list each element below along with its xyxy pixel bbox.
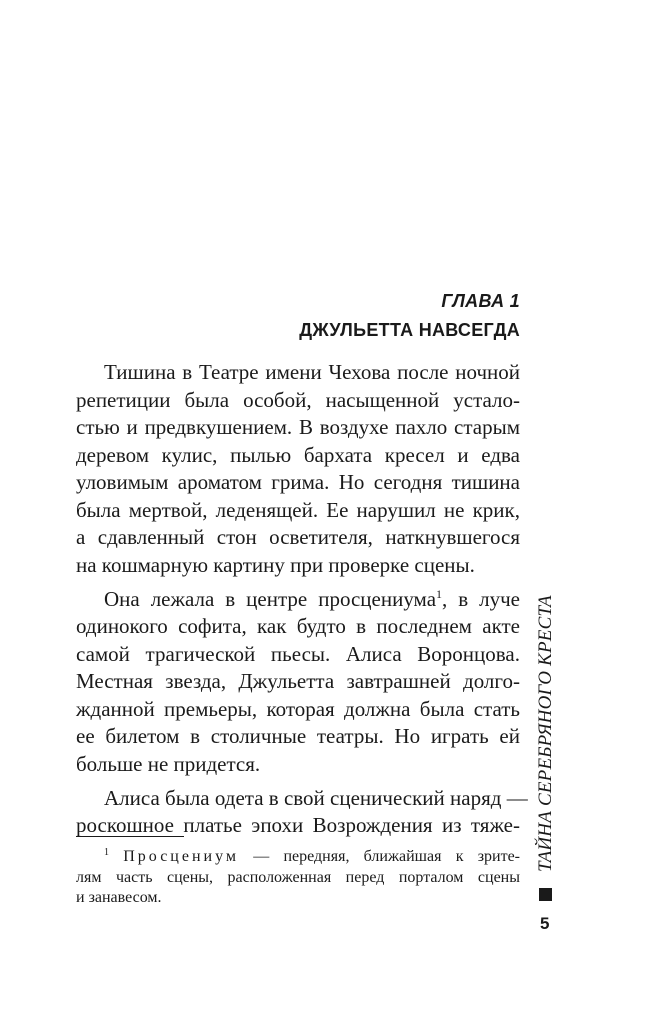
page-number: 5 [540, 914, 550, 933]
text-line: ее билетом в столичные театры. Но играть ей [76, 724, 520, 748]
text-line: а сдавленный стон осветителя, наткнувшегося [76, 525, 520, 549]
footnote [76, 847, 520, 909]
paragraph-1 [76, 359, 520, 579]
text-line: Алиса была одета в свой сценический наряд — [104, 785, 528, 810]
text-line: Тишина в Театре имени Чехова после ночной [104, 360, 520, 384]
text-line: деревом кулис, пылью бархата кресел и едва [76, 442, 520, 467]
paragraph-3 [76, 785, 528, 840]
footnote-mark: 1 [104, 847, 109, 858]
text-line: стью и предвкушением. В воздухе пахло старым [76, 415, 520, 439]
text-line: одинокого софита, как будто в последнем акте [76, 614, 520, 638]
text-line: репетиции была особой, насыщенной устало- [76, 387, 520, 412]
text-segment: Она лежала в центре просцениума [104, 586, 437, 611]
footnote-line: и занавесом. [76, 889, 162, 906]
text-line: роскошное платье эпохи Возрождения из тяже- [76, 813, 520, 837]
text-segment: , в луче [442, 586, 520, 611]
body-text [76, 359, 528, 840]
running-head: ТАЙНА СЕРЕБРЯНОГО КРЕСТА [535, 595, 556, 872]
footnote-line [76, 847, 520, 868]
chapter-title: ДЖУЛЬЕТТА НАВСЕГДА [299, 320, 520, 340]
text-line: была мертвой, леденящей. Ее нарушил не крик, [76, 497, 520, 522]
text-line: Местная звезда, Джульетта завтрашней долго- [76, 669, 520, 693]
footnote-reference[interactable]: 1 [436, 586, 443, 601]
text-line: уловимым ароматом грима. Но сегодня тишина [76, 470, 520, 494]
footnote-definition: — передняя, ближайшая к зрите- [239, 848, 521, 865]
paragraph-2 [76, 586, 520, 779]
running-head-square [539, 888, 552, 901]
footnote-term: Просцениум [123, 848, 239, 865]
text-line [76, 586, 520, 614]
text-line: больше не придется. [76, 751, 261, 776]
text-line: самой трагической пьесы. Алиса Воронцова. [76, 641, 520, 666]
footnote-divider [76, 836, 184, 837]
footnote-line: лям часть сцены, расположенная перед порталом сцены [76, 868, 520, 886]
chapter-label: ГЛАВА 1 [441, 291, 520, 311]
text-line: на кошмарную картину при проверке сцены. [76, 552, 475, 577]
text-line: жданной премьеры, которая должна была стать [76, 696, 520, 721]
